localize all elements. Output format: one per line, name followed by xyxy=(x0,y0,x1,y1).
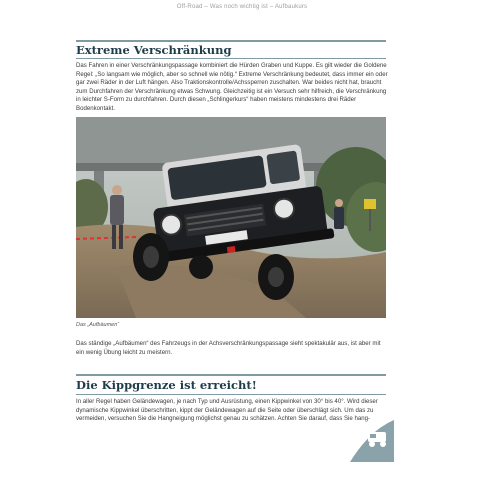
section-rule-bottom xyxy=(76,58,386,59)
figure-description-text: Das ständige „Aufbäumen“ des Fahrzeugs in der Achsverschränkungspassage sieht spektakulär aus, ist aber mit ein wenig Übung leicht zu meistern. xyxy=(76,340,381,356)
running-header: Off-Road – Was noch wichtig ist – Aufbaukurs xyxy=(176,4,308,10)
offroad-photo xyxy=(76,117,386,318)
paragraph-kippgrenze: In aller Regel haben Geländewagen, je nach Typ und Ausrüstung, einen Kippwinkel von 30° bis 40°. Wird dieser dynamische Kippwinkel überschritten, kippt der Geländewagen auf die Seite oder überschlägt sich. Um das zu vermeiden, versuchen Sie die Hangneigung möglichst genau zu schätzen. Achten Sie darauf, dass Sie hang- xyxy=(76,398,378,423)
section-rule-bottom-2 xyxy=(76,394,386,395)
photo-caption: Das „Aufbäumen“ xyxy=(76,322,120,328)
section-rule-top xyxy=(76,40,386,42)
section-title-extreme-verschraenkung: Extreme Verschränkung xyxy=(76,43,232,57)
page-number: 73 xyxy=(396,464,405,473)
section-rule-top-2 xyxy=(76,374,386,376)
page-corner-graphic xyxy=(350,420,394,462)
figure-description xyxy=(76,340,388,357)
section-paragraph-2 xyxy=(76,398,388,424)
section-title-kippgrenze: Die Kippgrenze ist erreicht! xyxy=(76,378,257,392)
offroad-vehicle-illustration xyxy=(76,117,386,318)
paragraph-verschraenkung: Das Fahren in einer Verschränkungspassage kombiniert die Hürden Graben und Kuppe. Es gilt wieder die Goldene Regel: „So langsam wie möglich, aber so schnell wie nötig.“ Extreme Verschränkung bedeutet, dass immer ein oder gar zwei Räder in der Luft hängen. Also Traktionskontrolle/Achssperren zuschalten. War beides nicht hat, braucht zum Durchfahren der Verschränkung etwas Schwung. Gleichzeitig ist ein Versuch sehr hilfreich, die Verschränkung in leichter S-Form zu durchfahren. Durch diesen „Schlingerkurs“ haben meistens mindestens drei Räder Bodenkontakt. xyxy=(76,62,388,112)
section-paragraph xyxy=(76,62,388,114)
